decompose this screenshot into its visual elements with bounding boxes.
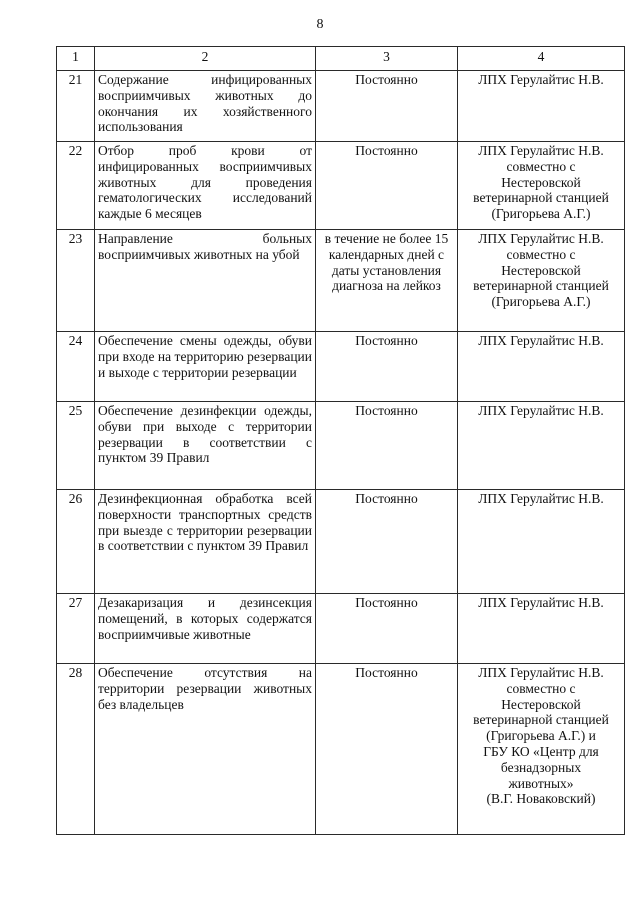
responsible-line: Нестеровской: [501, 174, 581, 190]
measure-text: Обеспечение дезинфекции одежды, обуви при выходе с территории резервации в соответствии с пунктом 39 Правил: [95, 402, 316, 490]
responsible-line: животных»: [508, 775, 574, 791]
responsible-line: ветеринарной станцией: [473, 712, 609, 728]
table-row: [57, 332, 625, 402]
term-text: в течение не более 15 календарных дней с даты установления диагноза на лейкоз: [316, 230, 458, 332]
column-header-4: 4: [458, 47, 625, 71]
table-row: [57, 402, 625, 490]
responsible-line: ветеринарной станцией: [473, 278, 609, 294]
responsible-line: ЛПХ Герулайтис Н.В.: [478, 491, 604, 506]
responsible-line: совместно с: [506, 680, 576, 696]
row-number: 26: [57, 490, 95, 594]
responsible-line: ЛПХ Герулайтис Н.В.: [478, 72, 604, 87]
header-row: [57, 47, 625, 71]
responsible-line: ГБУ КО «Центр для: [483, 743, 599, 759]
responsible-line: Нестеровской: [501, 262, 581, 278]
measures-table: [56, 46, 625, 835]
page-number: 8: [316, 17, 324, 32]
responsible-line: ЛПХ Герулайтис Н.В.: [478, 231, 604, 246]
measure-text: Дезинфекционная обработка всей поверхности транспортных средств при выезде с территории резервации в соответствии с пунктом 39 Правил: [95, 490, 316, 594]
term-text: Постоянно: [316, 490, 458, 594]
row-number: 23: [57, 230, 95, 332]
responsible-cell: [458, 71, 625, 142]
responsible-line: (В.Г. Новаковский): [486, 791, 596, 807]
table-row: [57, 142, 625, 230]
responsible-line: (Григорьева А.Г.): [491, 294, 591, 310]
term-text: Постоянно: [316, 71, 458, 142]
responsible-line: ЛПХ Герулайтис Н.В.: [478, 143, 604, 158]
measure-text: Обеспечение отсутствия на территории резервации животных без владельцев: [95, 664, 316, 835]
term-text: Постоянно: [316, 402, 458, 490]
table-row: [57, 594, 625, 664]
term-text: Постоянно: [316, 332, 458, 402]
responsible-line: ЛПХ Герулайтис Н.В.: [478, 665, 604, 680]
table-row: [57, 230, 625, 332]
responsible-cell: [458, 594, 625, 664]
measure-text: Содержание инфицированных восприимчивых животных до окончания их хозяйственного использования: [95, 71, 316, 142]
row-number: 27: [57, 594, 95, 664]
responsible-cell: [458, 402, 625, 490]
responsible-cell: [458, 490, 625, 594]
row-number: 24: [57, 332, 95, 402]
table-row: [57, 71, 625, 142]
term-text: Постоянно: [316, 664, 458, 835]
table-row: [57, 490, 625, 594]
column-header-1: 1: [57, 47, 95, 71]
responsible-line: Нестеровской: [501, 696, 581, 712]
measure-text: Обеспечение смены одежды, обуви при входе на территорию резервации и выходе с территории резервации: [95, 332, 316, 402]
table-row: [57, 664, 625, 835]
responsible-line: совместно с: [506, 158, 576, 174]
responsible-line: ЛПХ Герулайтис Н.В.: [478, 333, 604, 348]
responsible-line: ЛПХ Герулайтис Н.В.: [478, 595, 604, 610]
row-number: 28: [57, 664, 95, 835]
responsible-line: безнадзорных: [500, 759, 582, 775]
measure-text: Направление больных восприимчивых животных на убой: [95, 230, 316, 332]
responsible-line: ЛПХ Герулайтис Н.В.: [478, 403, 604, 418]
measure-text: Отбор проб крови от инфицированных восприимчивых животных для проведения гематологических исследований каждые 6 месяцев: [95, 142, 316, 230]
responsible-line: совместно с: [506, 246, 576, 262]
row-number: 25: [57, 402, 95, 490]
row-number: 21: [57, 71, 95, 142]
row-number: 22: [57, 142, 95, 230]
responsible-line: (Григорьева А.Г.) и: [486, 728, 596, 744]
measure-text: Дезакаризация и дезинсекция помещений, в которых содержатся восприимчивые животные: [95, 594, 316, 664]
term-text: Постоянно: [316, 142, 458, 230]
responsible-cell: [458, 664, 625, 835]
column-header-2: 2: [95, 47, 316, 71]
term-text: Постоянно: [316, 594, 458, 664]
responsible-cell: [458, 142, 625, 230]
responsible-cell: [458, 230, 625, 332]
responsible-line: ветеринарной станцией: [473, 190, 609, 206]
responsible-line: (Григорьева А.Г.): [491, 206, 591, 222]
column-header-3: 3: [316, 47, 458, 71]
responsible-cell: [458, 332, 625, 402]
